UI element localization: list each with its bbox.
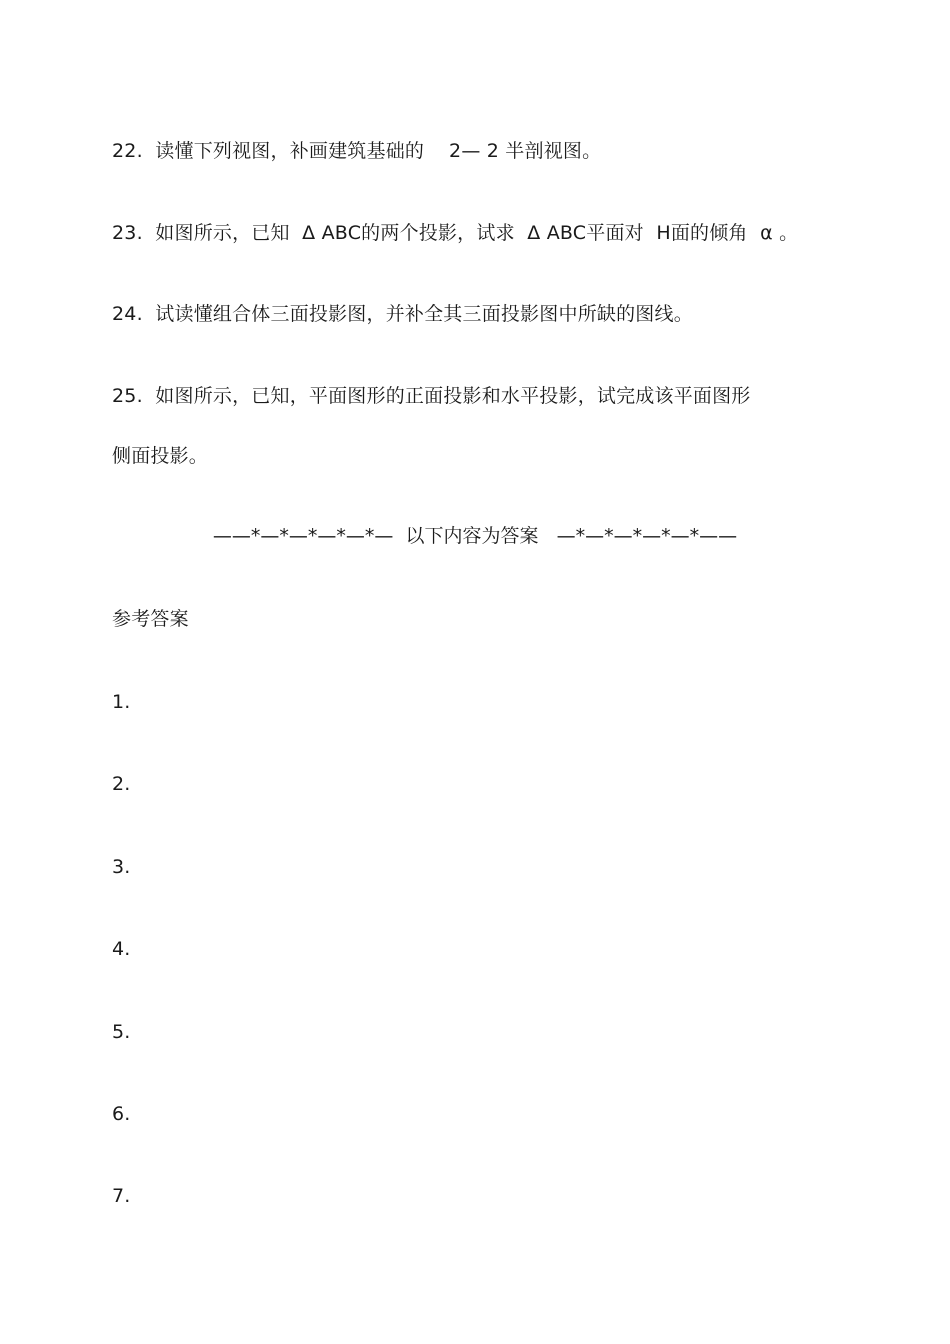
answer-item-4: 4.: [112, 938, 131, 960]
answer-item-3: 3.: [112, 856, 131, 878]
answers-heading: 参考答案: [112, 608, 189, 630]
answer-item-1: 1.: [112, 691, 131, 713]
question-22: 22. 读懂下列视图，补画建筑基础的 2— 2 半剖视图。: [112, 140, 602, 162]
question-25-line-2: 侧面投影。: [112, 445, 209, 467]
question-23: 23. 如图所示，已知 Δ ABC的两个投影，试求 Δ ABC平面对 H面的倾角 α 。: [112, 222, 799, 244]
answer-item-6: 6.: [112, 1103, 131, 1125]
answer-item-7: 7.: [112, 1185, 131, 1207]
question-25-line-1: 25. 如图所示，已知，平面图形的正面投影和水平投影，试完成该平面图形: [112, 385, 751, 407]
answer-divider: ——*—*—*—*—*— 以下内容为答案 —*—*—*—*—*——: [212, 525, 738, 547]
question-24: 24. 试读懂组合体三面投影图，并补全其三面投影图中所缺的图线。: [112, 303, 693, 325]
answer-item-2: 2.: [112, 773, 131, 795]
answer-item-5: 5.: [112, 1021, 131, 1043]
